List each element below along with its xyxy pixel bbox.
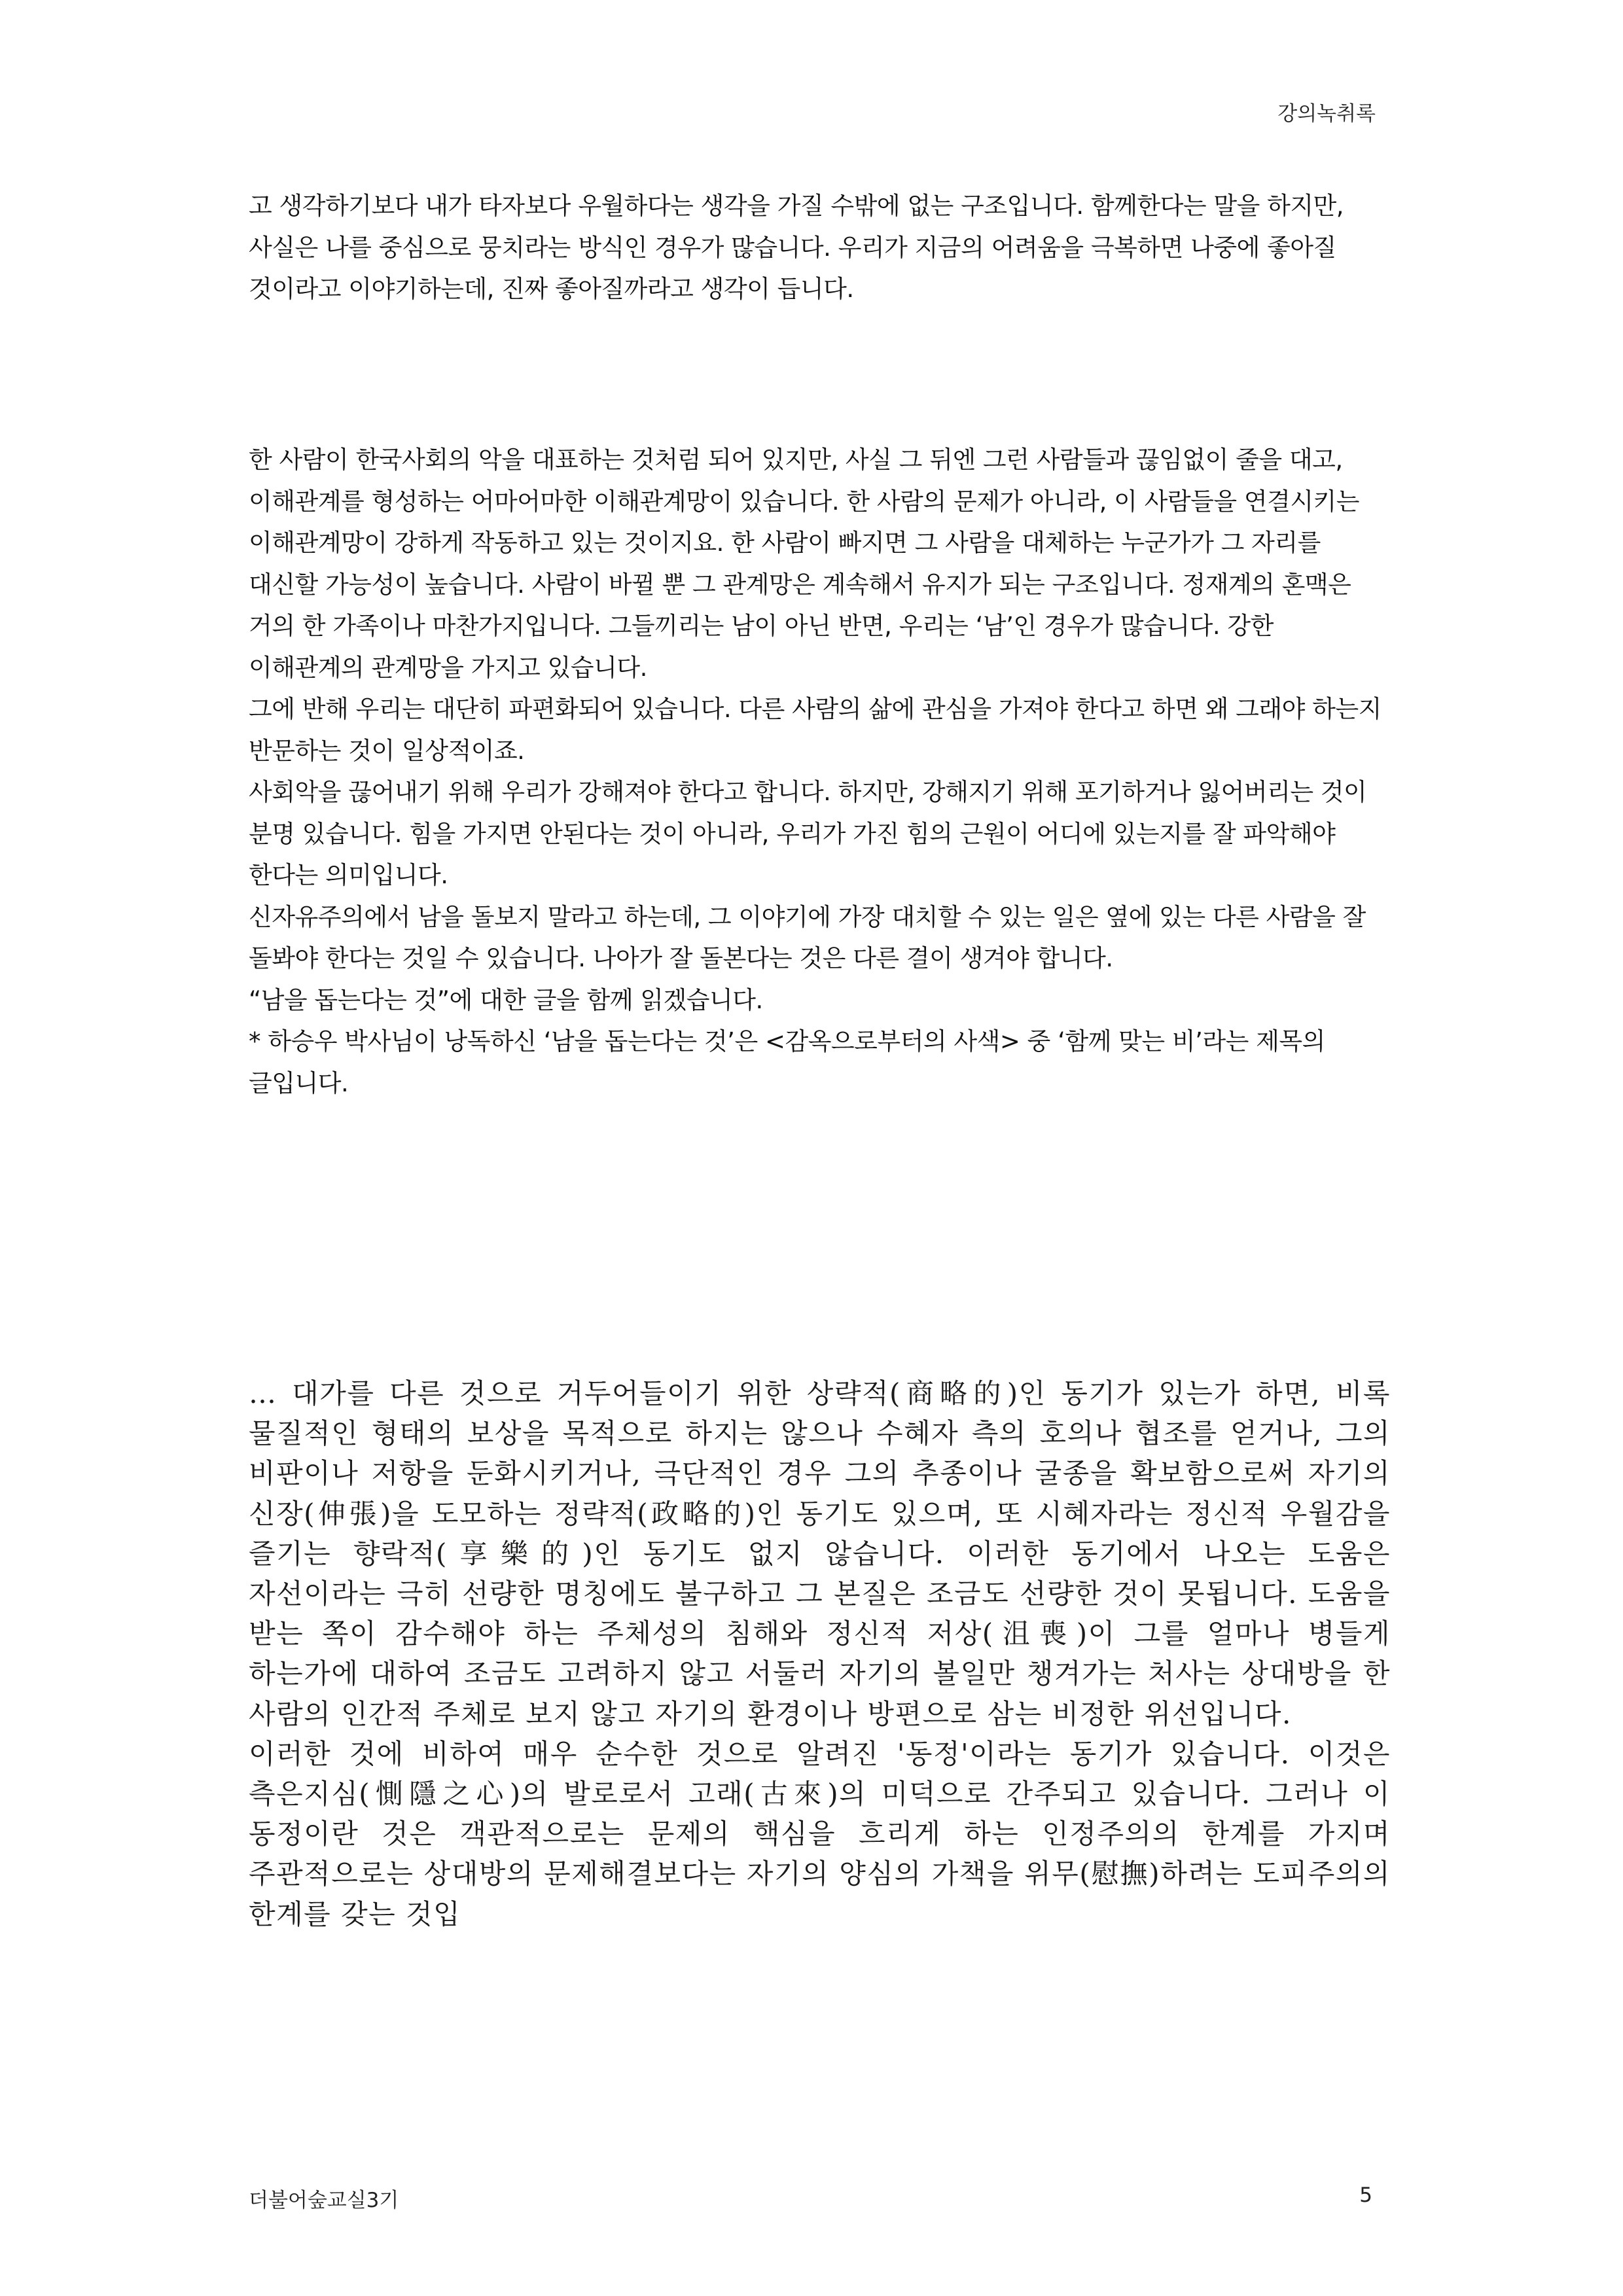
quote-paragraph: 이러한 것에 비하여 매우 순수한 것으로 알려진 '동정'이라는 동기가 있습니다. 이것은 측은지심(惻隱之心)의 발로로서 고래(古來)의 미덕으로 간주되고 있습니다. 그러나 이 동정이란 것은 객관적으로는 문제의 핵심을 흐리게 하는 인정주의의 한계를 가지며 주관적으로는 상대방의 문제해결보다는 자기의 양심의 가책을 위무(慰撫)하려는 도피주의의 한계를 갖는 것입 [249, 1737, 1391, 1930]
footer-course-name: 더불어숲교실3기 [249, 2189, 399, 2212]
paragraph: “남을 돕는다는 것”에 대한 글을 함께 읽겠습니다. [249, 985, 763, 1014]
paragraph: 그에 반해 우리는 대단히 파편화되어 있습니다. 다른 사람의 삶에 관심을 가져야 한다고 하면 왜 그래야 하는지 반문하는 것이 일상적이죠. [249, 695, 1382, 765]
main-text-block [249, 439, 1391, 1104]
paragraph: 고 생각하기보다 내가 타자보다 우월하다는 생각을 가질 수밖에 없는 구조입니다. 함께한다는 말을 하지만, 사실은 나를 중심으로 뭉치라는 방식인 경우가 많습니다. 우리가 지금의 어려움을 극복하면 나중에 좋아질 것이라고 이야기하는데, 진짜 좋아질까라고 생각이 듭니다. [249, 192, 1344, 303]
intro-text-block [249, 185, 1391, 310]
source-note: * 하승우 박사님이 낭독하신 ‘남을 돕는다는 것’은 <감옥으로부터의 사색> 중 ‘함께 맞는 비’라는 제목의 글입니다. [249, 1027, 1325, 1097]
page-number: 5 [1359, 2183, 1372, 2207]
page-header-title: 강의녹취록 [1277, 102, 1376, 126]
paragraph: 사회악을 끊어내기 위해 우리가 강해져야 한다고 합니다. 하지만, 강해지기 위해 포기하거나 잃어버리는 것이 분명 있습니다. 힘을 가지면 안된다는 것이 아니라, 우리가 가진 힘의 근원이 어디에 있는지를 잘 파악해야 한다는 의미입니다. [249, 778, 1367, 889]
paragraph: 한 사람이 한국사회의 악을 대표하는 것처럼 되어 있지만, 사실 그 뒤엔 그런 사람들과 끊임없이 줄을 대고, 이해관계를 형성하는 어마어마한 이해관계망이 있습니다. 한 사람의 문제가 아니라, 이 사람들을 연결시키는 이해관계망이 강하게 작동하고 있는 것이지요. 한 사람이 빠지면 그 사람을 대체하는 누군가가 그 자리를 대신할 가능성이 높습니다. 사람이 바뀔 뿐 그 관계망은 계속해서 유지가 되는 구조입니다. 정재계의 혼맥은 거의 한 가족이나 마찬가지입니다. 그들끼리는 남이 아닌 반면, 우리는 ‘남’인 경우가 많습니다. 강한 이해관계의 관계망을 가지고 있습니다. [249, 446, 1360, 682]
quoted-excerpt [249, 1373, 1391, 1934]
paragraph: 신자유주의에서 남을 돌보지 말라고 하는데, 그 이야기에 가장 대치할 수 있는 일은 옆에 있는 다른 사람을 잘 돌봐야 한다는 것일 수 있습니다. 나아가 잘 돌본다는 것은 다른 결이 생겨야 합니다. [249, 902, 1366, 972]
quote-paragraph: … 대가를 다른 것으로 거두어들이기 위한 상략적(商略的)인 동기가 있는가 하면, 비록 물질적인 형태의 보상을 목적으로 하지는 않으나 수혜자 측의 호의나 협조를 얻거나, 그의 비판이나 저항을 둔화시키거나, 극단적인 경우 그의 추종이나 굴종을 확보함으로써 자기의 신장(伸張)을 도모하는 정략적(政略的)인 동기도 있으며, 또 시혜자라는 정신적 우월감을 즐기는 향락적(享樂的)인 동기도 없지 않습니다. 이러한 동기에서 나오는 도움은 자선이라는 극히 선량한 명칭에도 불구하고 그 본질은 조금도 선량한 것이 못됩니다. 도움을 받는 쪽이 감수해야 하는 주체성의 침해와 정신적 저상(沮喪)이 그를 얼마나 병들게 하는가에 대하여 조금도 고려하지 않고 서둘러 자기의 볼일만 챙겨가는 처사는 상대방을 한 사람의 인간적 주체로 보지 않고 자기의 환경이나 방편으로 삼는 비정한 위선입니다. [249, 1377, 1391, 1730]
